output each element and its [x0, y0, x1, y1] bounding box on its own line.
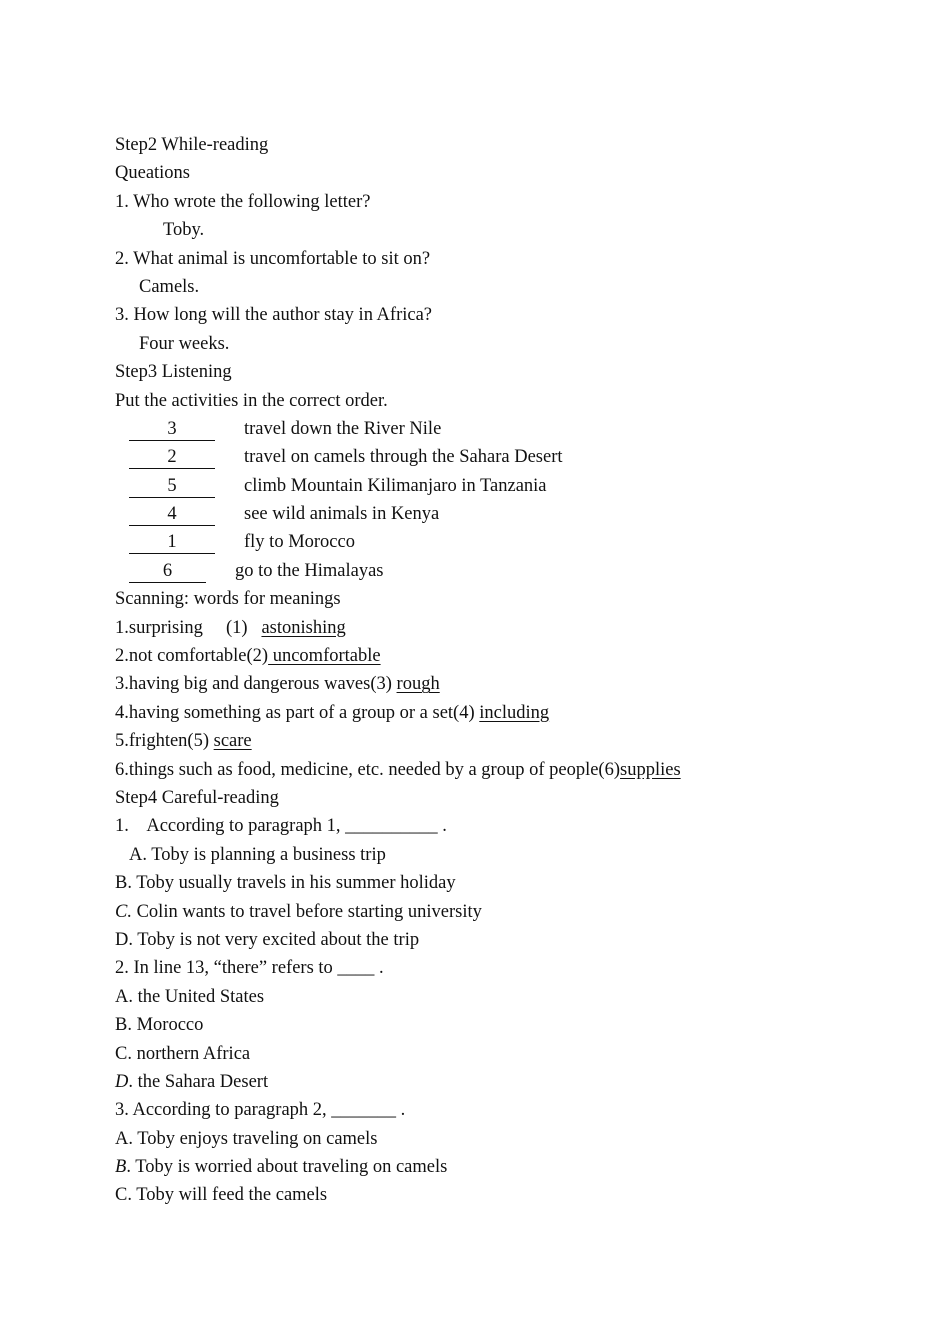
activity-text: travel down the River Nile [244, 418, 442, 439]
option-letter: D. [115, 929, 133, 950]
answer-2: Camels. [139, 276, 200, 297]
order-number: 3 [129, 419, 215, 441]
scanning-word: uncomfortable [268, 646, 381, 667]
option [115, 1068, 895, 1096]
activity-text: travel on camels through the Sahara Desert [244, 447, 563, 468]
scanning-meaning: 1.surprising (1) [115, 617, 262, 638]
questions-label: Queations [115, 163, 191, 184]
scanning-item [115, 614, 895, 642]
answer-3: Four weeks. [139, 333, 230, 354]
option-letter: B. [115, 873, 132, 894]
option-text: Colin wants to travel before starting university [131, 901, 482, 922]
option-letter: A. [115, 1128, 133, 1149]
option [115, 983, 895, 1011]
option-text: Toby enjoys traveling on camels [133, 1128, 378, 1149]
activity-text: fly to Morocco [244, 532, 355, 553]
option-text: . the Sahara Desert [128, 1071, 269, 1092]
option-letter: B. [115, 1015, 132, 1036]
scanning-meaning: 5.frighten(5) [115, 731, 214, 752]
question-2: 2. What animal is uncomfortable to sit on? [115, 248, 431, 269]
scanning-meaning: 6.things such as food, medicine, etc. needed by a group of people(6) [115, 759, 621, 780]
option [115, 1040, 895, 1068]
step2-heading: Step2 While-reading [115, 135, 269, 155]
step3-heading: Step3 Listening [115, 362, 232, 383]
order-row [115, 472, 895, 500]
question-stem: 3. According to paragraph 2, _______ . [115, 1100, 406, 1121]
option-text: the United States [133, 986, 265, 1007]
order-number: 5 [129, 476, 215, 498]
scanning-word: including [479, 702, 550, 723]
scanning-word: rough [396, 674, 440, 695]
option [115, 869, 895, 897]
order-number: 1 [129, 532, 215, 554]
option-letter: A. [129, 844, 147, 865]
option-letter: C. [115, 1043, 132, 1064]
option [115, 1125, 895, 1153]
question-stem: 1. According to paragraph 1, __________ . [115, 816, 447, 837]
order-instruction: Put the activities in the correct order. [115, 390, 388, 411]
option [115, 1011, 895, 1039]
order-number: 2 [129, 447, 215, 469]
option-letter: D [115, 1071, 129, 1092]
scanning-word: astonishing [261, 617, 346, 638]
scanning-meaning: 4.having something as part of a group or a set(4) [115, 702, 480, 723]
activity-text: climb Mountain Kilimanjaro in Tanzania [244, 475, 547, 496]
document-page [115, 131, 895, 1210]
option [115, 1181, 895, 1209]
answer-1: Toby. [163, 220, 205, 241]
scanning-item [115, 756, 895, 784]
scanning-word: supplies [620, 759, 681, 780]
option [115, 1153, 895, 1181]
option-text: Toby usually travels in his summer holiday [131, 873, 456, 894]
scanning-item [115, 699, 895, 727]
scanning-word: scare [213, 731, 252, 752]
option [115, 898, 895, 926]
activity-text: see wild animals in Kenya [244, 504, 440, 525]
order-row [115, 443, 895, 471]
option-text: . Toby is worried about traveling on camels [126, 1157, 448, 1178]
question-1: 1. Who wrote the following letter? [115, 191, 371, 212]
scanning-meaning: 3.having big and dangerous waves(3) [115, 674, 397, 695]
question-stem: 2. In line 13, “there” refers to ____ . [115, 958, 384, 979]
option-text: northern Africa [131, 1043, 251, 1064]
scanning-heading: Scanning: words for meanings [115, 589, 341, 610]
option-letter: B [115, 1157, 127, 1178]
option-text: Toby is planning a business trip [147, 844, 386, 865]
activity-text: go to the Himalayas [235, 560, 384, 581]
order-number: 4 [129, 504, 215, 526]
scanning-meaning: 2.not comfortable(2) [115, 646, 269, 667]
scanning-item [115, 642, 895, 670]
option-text: Morocco [131, 1015, 204, 1036]
order-number: 6 [129, 561, 206, 583]
question-3: 3. How long will the author stay in Africa? [115, 305, 433, 326]
option-text: Toby will feed the camels [131, 1185, 328, 1206]
order-row [115, 415, 895, 443]
option [115, 841, 895, 869]
scanning-item [115, 727, 895, 755]
step4-heading: Step4 Careful-reading [115, 787, 279, 808]
option-letter: A. [115, 986, 133, 1007]
order-row [115, 557, 895, 585]
order-row [115, 500, 895, 528]
option-text: Toby is not very excited about the trip [133, 929, 420, 950]
scanning-item [115, 670, 895, 698]
option-letter: C. [115, 901, 132, 922]
option [115, 926, 895, 954]
order-row [115, 528, 895, 556]
option-letter: C. [115, 1185, 132, 1206]
